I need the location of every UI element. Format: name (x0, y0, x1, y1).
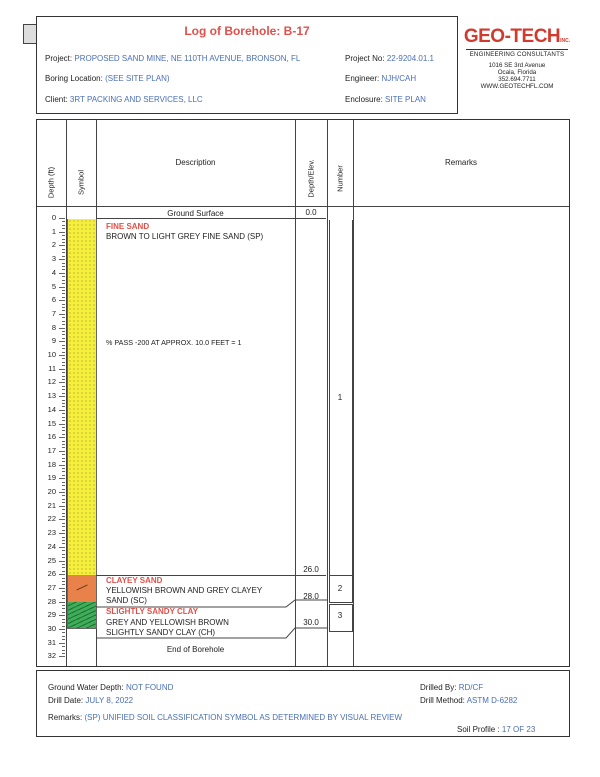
drilled-by-row (420, 683, 483, 692)
page-title: Log of Borehole: B-17 (184, 24, 310, 38)
col-divider-description (295, 120, 296, 666)
corner-marker (23, 24, 37, 44)
depth-major-tick (59, 424, 65, 425)
remarks-label: Remarks: (48, 713, 83, 722)
depth-minor-tick (62, 365, 65, 366)
depth-minor-tick (62, 389, 65, 390)
depth-major-tick (59, 273, 65, 274)
depth-minor-tick (62, 495, 65, 496)
project-no-row (345, 54, 434, 63)
depth-tick-label: 10 (47, 350, 56, 359)
depth-minor-tick (62, 348, 65, 349)
depth-minor-tick (62, 263, 65, 264)
depth-tick-label: 8 (51, 322, 56, 332)
depth-major-tick (59, 369, 65, 370)
depth-minor-tick (62, 235, 65, 236)
depth-major-tick (59, 561, 65, 562)
end-of-borehole: End of Borehole (166, 645, 225, 654)
depth-minor-tick (62, 595, 65, 596)
depth-tick-label: 20 (47, 487, 56, 496)
depth-tick-label: 30 (47, 624, 56, 633)
depth-minor-tick (62, 420, 65, 421)
depth-minor-tick (62, 540, 65, 541)
depth-minor-tick (62, 345, 65, 346)
footer-box (36, 670, 570, 737)
depth-tick-label: 29 (47, 610, 56, 620)
depth-major-tick (59, 355, 65, 356)
depth-major-tick (59, 506, 65, 507)
depth-minor-tick (62, 400, 65, 401)
depth-minor-tick (62, 578, 65, 579)
ground-surface-label: Ground Surface (167, 209, 224, 218)
col-header-depth-elev: Depth/Elev. (306, 159, 316, 198)
engineer-row (345, 74, 416, 83)
depth-minor-tick (62, 567, 65, 568)
drill-date-label: Drill Date: (48, 696, 84, 705)
depth-minor-tick (62, 622, 65, 623)
company-logo (462, 26, 572, 90)
drill-method-row (420, 696, 517, 705)
depth-minor-tick (62, 530, 65, 531)
engineer-label: Engineer: (345, 74, 380, 83)
depth-tick-label: 1 (51, 226, 56, 236)
depth-tick-label: 32 (47, 651, 56, 661)
depth-minor-tick (62, 393, 65, 394)
depth-minor-tick (62, 242, 65, 243)
depth-minor-tick (62, 376, 65, 377)
depth-minor-tick (62, 252, 65, 253)
symbol-slightly-sandy-clay (67, 602, 97, 629)
layer3-boundary (96, 626, 328, 640)
depth-tick-label: 21 (47, 500, 56, 510)
enclosure-label: Enclosure: (345, 95, 383, 104)
layer2-desc2: SAND (SC) (106, 596, 147, 605)
depth-minor-tick (62, 225, 65, 226)
boring-location-value: (SEE SITE PLAN) (105, 74, 170, 83)
depth-minor-tick (62, 468, 65, 469)
enclosure-row (345, 95, 426, 104)
clayey-sand-dash (76, 585, 87, 591)
depth-major-tick (59, 615, 65, 616)
depth-minor-tick (62, 653, 65, 654)
depth-minor-tick (62, 324, 65, 325)
client-row (45, 95, 203, 104)
depth-tick-label: 11 (48, 363, 56, 373)
logo-suffix: INC. (560, 38, 571, 44)
soil-profile-value: 17 OF 23 (501, 725, 536, 734)
depth-tick-label: 25 (47, 555, 56, 565)
depth-major-tick (59, 259, 65, 260)
depth-minor-tick (62, 417, 65, 418)
depth-tick-label: 23 (47, 528, 56, 538)
depth-tick-label: 3 (51, 254, 56, 264)
depth-minor-tick (62, 386, 65, 387)
depth-minor-tick (62, 471, 65, 472)
depth-minor-tick (62, 475, 65, 476)
depth-tick-label: 22 (47, 514, 56, 524)
depth-minor-tick (62, 307, 65, 308)
depth-minor-tick (62, 379, 65, 380)
depth-minor-tick (62, 427, 65, 428)
drill-date-value: JULY 8, 2022 (85, 696, 134, 705)
depth-minor-tick (62, 403, 65, 404)
depth-major-tick (59, 232, 65, 233)
depth-tick-label: 19 (47, 473, 56, 483)
client-label: Client: (45, 95, 68, 104)
project-row (45, 54, 300, 63)
depth-minor-tick (62, 444, 65, 445)
project-label: Project: (45, 54, 73, 63)
depth-major-tick (59, 547, 65, 548)
depth-minor-tick (62, 482, 65, 483)
company-website: WWW.GEOTECHFL.COM (480, 83, 554, 90)
depth-minor-tick (62, 554, 65, 555)
sample1-box (329, 220, 353, 575)
depth-minor-tick (62, 358, 65, 359)
company-tagline: ENGINEERING CONSULTANTS (469, 51, 565, 58)
depth-minor-tick (62, 626, 65, 627)
depth-minor-tick (62, 584, 65, 585)
sample1-number: 1 (337, 393, 343, 402)
drill-method-label: Drill Method: (420, 696, 465, 705)
depth-minor-tick (62, 550, 65, 551)
depth-minor-tick (62, 280, 65, 281)
depth-major-tick (59, 437, 65, 438)
depth-minor-tick (62, 499, 65, 500)
symbol-fine-sand (67, 219, 97, 575)
depth-tick-label: 24 (47, 541, 56, 551)
depth-major-tick (59, 643, 65, 644)
layer2-name: CLAYEY SAND (106, 576, 163, 585)
depth-major-tick (59, 533, 65, 534)
col-divider-number (353, 120, 354, 666)
depth-major-tick (59, 574, 65, 575)
depth-tick-label: 14 (47, 404, 56, 414)
depth-major-tick (59, 451, 65, 452)
sample3-number: 3 (337, 611, 343, 620)
layer3-desc1: GREY AND YELLOWISH BROWN (106, 618, 229, 627)
project-value: PROPOSED SAND MINE, NE 110TH AVENUE, BRONSON, FL (74, 54, 301, 63)
drill-date-row (48, 696, 133, 705)
depth-tick-label: 16 (47, 432, 56, 442)
depth-minor-tick (62, 413, 65, 414)
depth-major-tick (59, 465, 65, 466)
depth-minor-tick (62, 276, 65, 277)
depth-minor-tick (62, 293, 65, 294)
header-box (36, 16, 458, 114)
header-separator (37, 206, 569, 207)
depth-major-tick (59, 328, 65, 329)
depth-minor-tick (62, 543, 65, 544)
depth-minor-tick (62, 608, 65, 609)
layer3-bottom: 30.0 (303, 618, 319, 627)
depth-major-tick (59, 410, 65, 411)
depth-tick-label: 9 (51, 336, 56, 346)
depth-minor-tick (62, 537, 65, 538)
depth-minor-tick (62, 269, 65, 270)
logo-underline (466, 49, 568, 50)
enclosure-value: SITE PLAN (385, 95, 426, 104)
depth-minor-tick (62, 639, 65, 640)
depth-tick-label: 7 (51, 308, 56, 318)
layer3-desc2: SLIGHTLY SANDY CLAY (CH) (106, 628, 216, 637)
depth-major-tick (59, 300, 65, 301)
depth-minor-tick (62, 297, 65, 298)
depth-minor-tick (62, 304, 65, 305)
depth-minor-tick (62, 221, 65, 222)
depth-major-tick (59, 588, 65, 589)
depth-tick-label: 13 (47, 391, 56, 401)
depth-major-tick (59, 245, 65, 246)
boring-location-row (45, 74, 170, 83)
ground-elev: 0.0 (305, 208, 317, 217)
depth-major-tick (59, 396, 65, 397)
groundwater-value: NOT FOUND (125, 683, 174, 692)
depth-major-tick (59, 492, 65, 493)
depth-minor-tick (62, 283, 65, 284)
company-address1: 1016 SE 3rd Avenue (488, 62, 546, 69)
depth-minor-tick (62, 502, 65, 503)
depth-major-tick (59, 218, 65, 219)
depth-minor-tick (62, 430, 65, 431)
depth-tick-label: 5 (51, 281, 56, 291)
depth-major-tick (59, 602, 65, 603)
client-value: 3RT PACKING AND SERVICES, LLC (69, 95, 203, 104)
depth-minor-tick (62, 619, 65, 620)
depth-major-tick (59, 629, 65, 630)
drilled-by-value: RD/CF (458, 683, 484, 692)
logo-text-row (462, 26, 572, 48)
depth-tick-label: 31 (47, 637, 56, 647)
depth-tick-label: 2 (51, 240, 56, 250)
depth-minor-tick (62, 334, 65, 335)
drill-method-value: ASTM D-6282 (466, 696, 518, 705)
depth-minor-tick (62, 605, 65, 606)
groundwater-row (48, 683, 173, 692)
depth-major-tick (59, 341, 65, 342)
depth-minor-tick (62, 526, 65, 527)
depth-minor-tick (62, 636, 65, 637)
depth-minor-tick (62, 612, 65, 613)
depth-minor-tick (62, 485, 65, 486)
groundwater-label: Ground Water Depth: (48, 683, 124, 692)
depth-minor-tick (62, 598, 65, 599)
logo-text: GEO-TECH (463, 26, 561, 47)
depth-minor-tick (62, 290, 65, 291)
layer1-name: FINE SAND (106, 222, 150, 231)
depth-minor-tick (62, 458, 65, 459)
depth-minor-tick (62, 372, 65, 373)
col-header-depth: Depth (ft) (46, 166, 56, 199)
depth-tick-label: 15 (47, 418, 56, 428)
layer2-bottom: 28.0 (303, 592, 319, 601)
depth-tick-label: 4 (51, 267, 56, 277)
depth-minor-tick (62, 239, 65, 240)
layer1-note: % PASS -200 AT APPROX. 10.0 FEET = 1 (106, 338, 242, 347)
layer1-bottom: 26.0 (303, 565, 319, 574)
depth-major-tick (59, 478, 65, 479)
depth-minor-tick (62, 509, 65, 510)
depth-minor-tick (62, 454, 65, 455)
depth-minor-tick (62, 317, 65, 318)
depth-minor-tick (62, 310, 65, 311)
engineer-value: NJH/CAH (381, 74, 417, 83)
depth-tick-label: 27 (47, 582, 56, 592)
project-no-label: Project No: (345, 54, 385, 63)
depth-tick-label: 26 (47, 569, 56, 579)
depth-minor-tick (62, 249, 65, 250)
depth-major-tick (59, 382, 65, 383)
depth-minor-tick (62, 461, 65, 462)
depth-tick-label: 0 (51, 213, 56, 222)
col-header-description: Description (175, 158, 216, 167)
depth-minor-tick (62, 441, 65, 442)
depth-tick-label: 18 (47, 459, 56, 469)
col-header-symbol: Symbol (76, 170, 86, 196)
depth-minor-tick (62, 256, 65, 257)
depth-minor-tick (62, 489, 65, 490)
depth-minor-tick (62, 650, 65, 651)
depth-minor-tick (62, 434, 65, 435)
project-no-value: 22-9204.01.1 (386, 54, 434, 63)
depth-minor-tick (62, 266, 65, 267)
depth-major-tick (59, 314, 65, 315)
soil-profile-label: Soil Profile : (457, 725, 500, 734)
depth-tick-label: 6 (51, 295, 56, 305)
company-address2: Ocala, Florida (497, 69, 537, 76)
depth-tick-label: 28 (47, 596, 56, 606)
layer3-name: SLIGHTLY SANDY CLAY (106, 607, 199, 616)
ground-surface-line (96, 218, 326, 219)
layer1-desc: BROWN TO LIGHT GREY FINE SAND (SP) (106, 232, 264, 241)
depth-minor-tick (62, 331, 65, 332)
depth-tick-label: 12 (47, 377, 56, 387)
depth-major-tick (59, 287, 65, 288)
drilled-by-label: Drilled By: (420, 683, 457, 692)
layer2-desc1: YELLOWISH BROWN AND GREY CLAYEY (106, 586, 263, 595)
remarks-row (48, 713, 402, 722)
depth-major-tick (59, 519, 65, 520)
depth-minor-tick (62, 646, 65, 647)
remarks-value: (SP) UNIFIED SOIL CLASSIFICATION SYMBOL AS DETERMINED BY VISUAL REVIEW (84, 713, 403, 722)
depth-minor-tick (62, 228, 65, 229)
depth-minor-tick (62, 564, 65, 565)
depth-minor-tick (62, 406, 65, 407)
depth-minor-tick (62, 321, 65, 322)
symbol-clayey-sand (67, 575, 97, 603)
depth-minor-tick (62, 362, 65, 363)
depth-major-tick (59, 656, 65, 657)
depth-minor-tick (62, 581, 65, 582)
depth-minor-tick (62, 338, 65, 339)
depth-minor-tick (62, 632, 65, 633)
col-header-remarks: Remarks (444, 158, 477, 167)
company-phone: 352.694.7711 (498, 76, 536, 83)
depth-minor-tick (62, 557, 65, 558)
sample2-number: 2 (337, 584, 343, 593)
depth-minor-tick (62, 513, 65, 514)
depth-minor-tick (62, 591, 65, 592)
depth-minor-tick (62, 523, 65, 524)
depth-tick-label: 17 (47, 445, 56, 455)
boring-location-label: Boring Location: (45, 74, 103, 83)
depth-minor-tick (62, 571, 65, 572)
soil-profile-row (457, 725, 535, 734)
depth-minor-tick (62, 516, 65, 517)
depth-minor-tick (62, 352, 65, 353)
depth-minor-tick (62, 447, 65, 448)
col-header-number: Number (335, 165, 345, 192)
